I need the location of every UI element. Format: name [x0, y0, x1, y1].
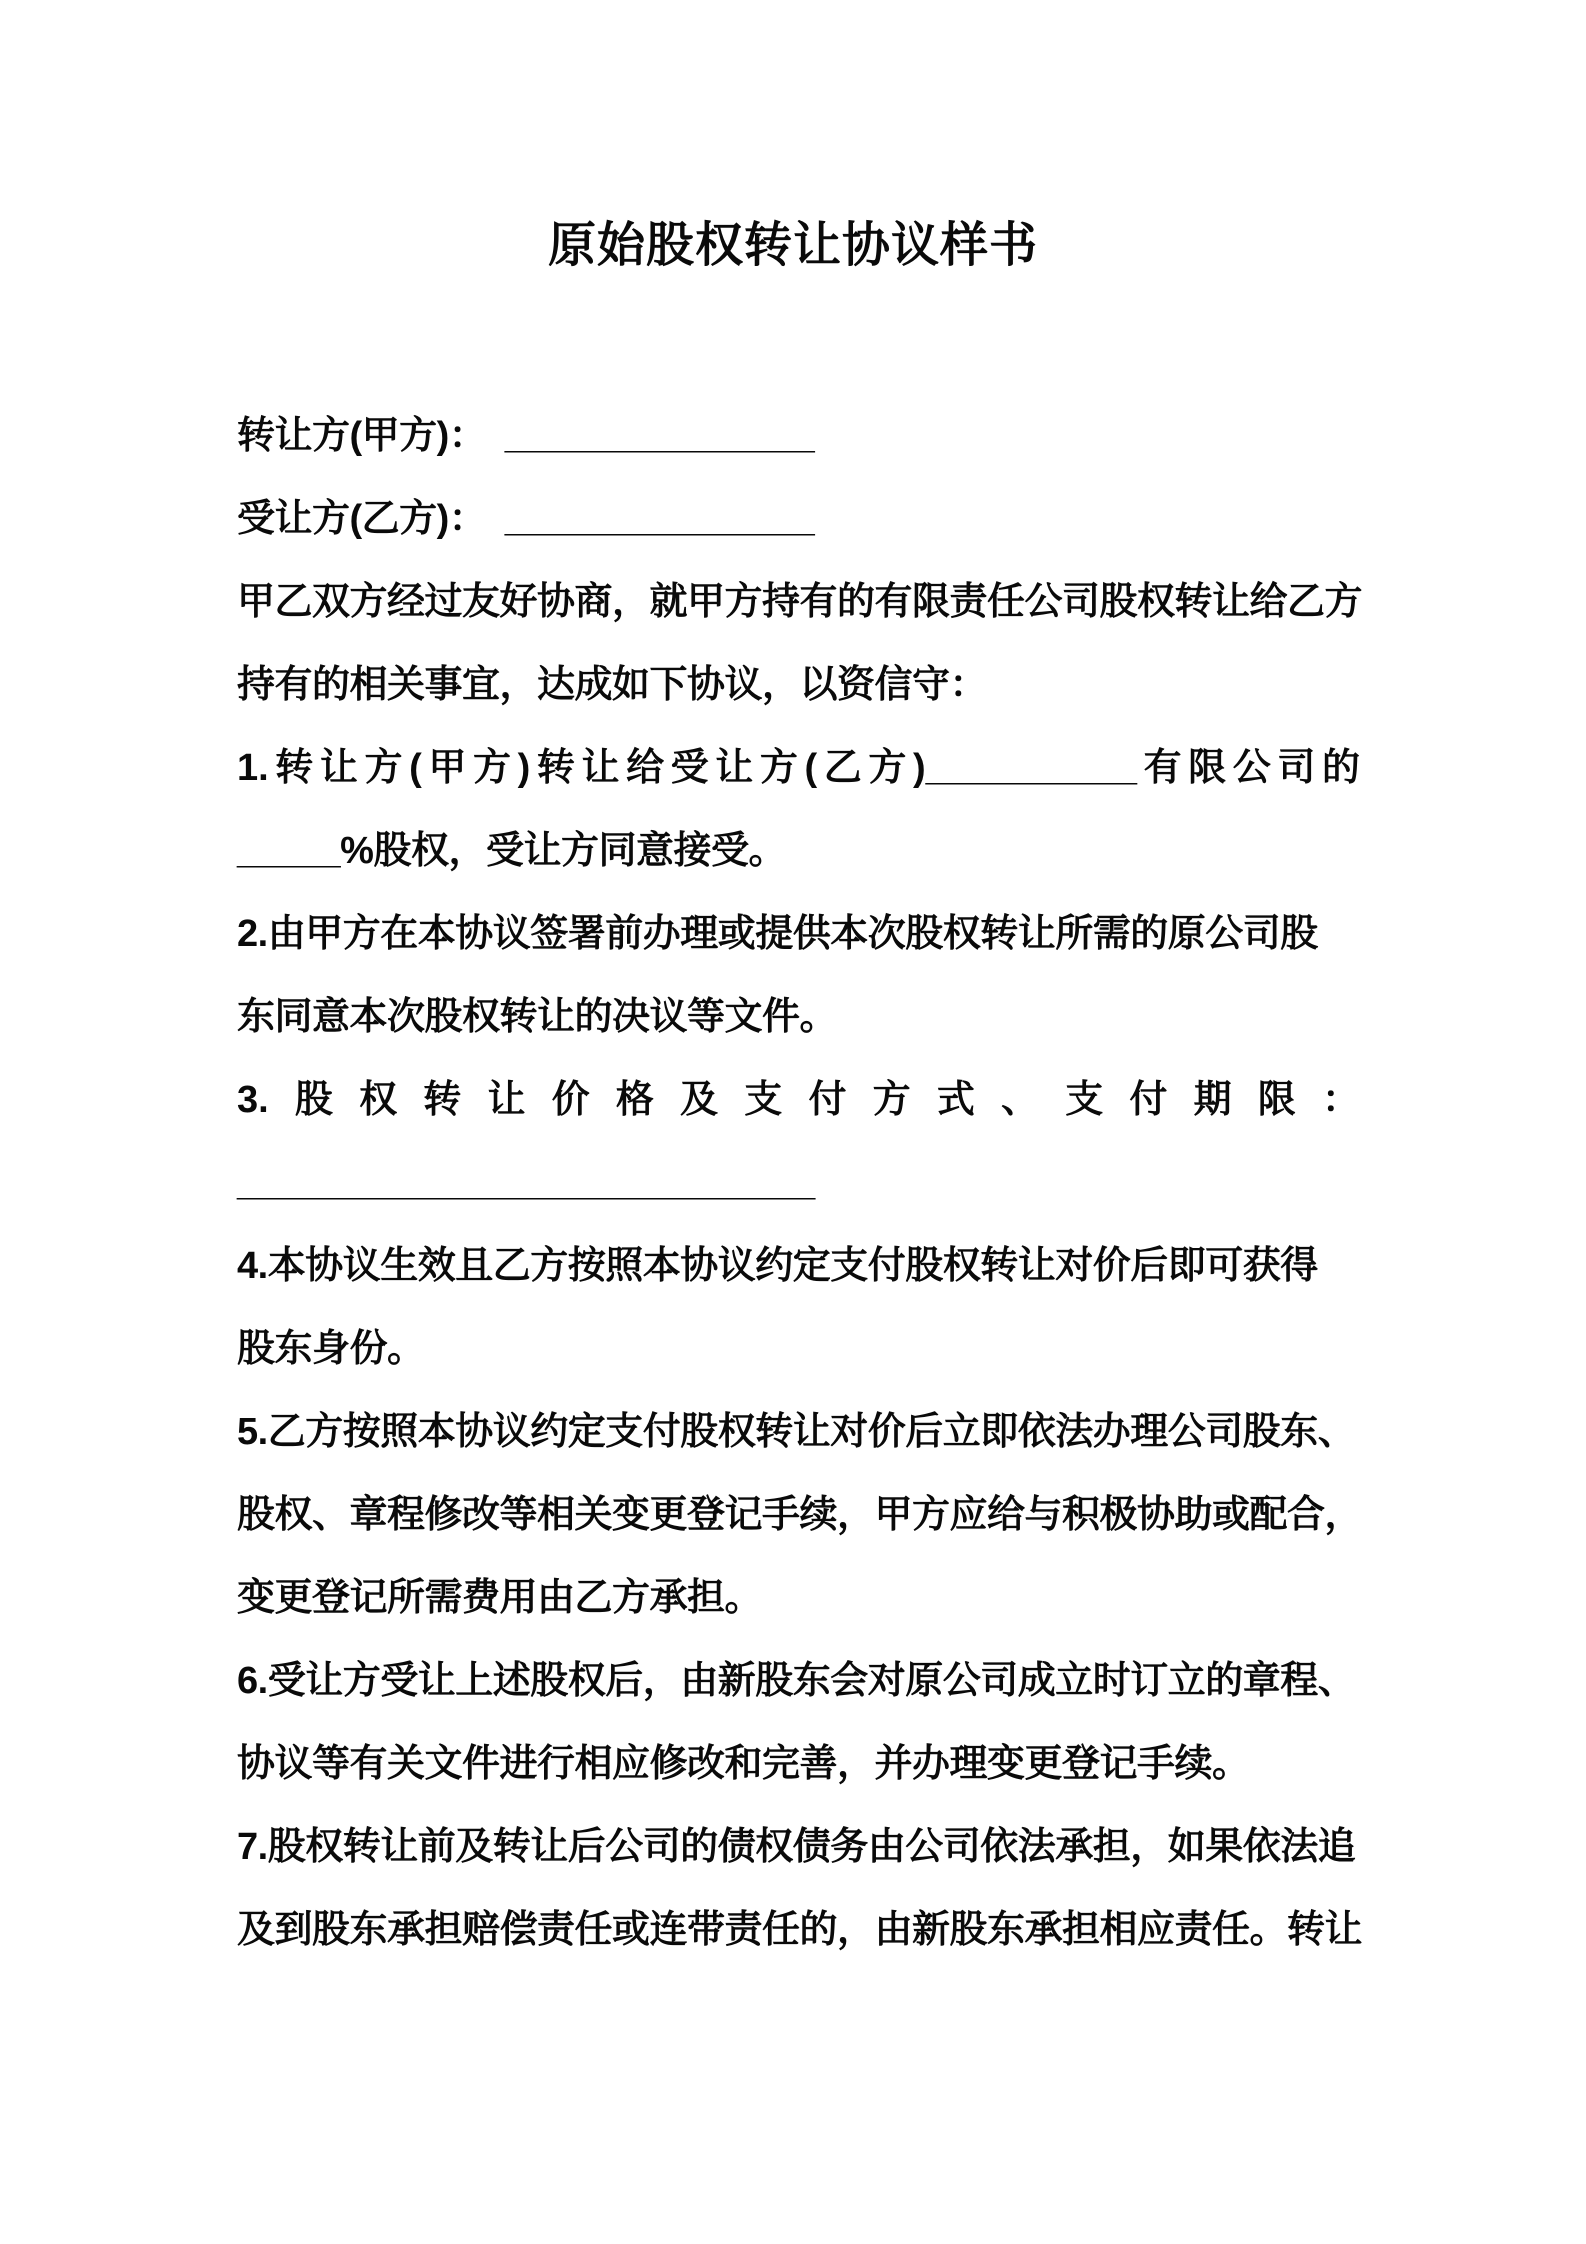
document-line-clause-4: 4.本协议生效且乙方按照本协议约定支付股权转让对价后即可获得	[237, 1245, 1318, 1287]
document-line: 甲乙双方经过友好协商，就甲方持有的有限责任公司股权转让给乙方	[237, 581, 1363, 623]
document-line-clause-3: 3.股权转让价格及支付方式、支付期限：	[237, 1079, 1360, 1121]
document-line: 股东身份。	[237, 1328, 425, 1370]
document-line-clause-2: 2.由甲方在本协议签署前办理或提供本次股权转让所需的原公司股	[237, 913, 1318, 955]
document-line-blank-fill: ____________________________	[237, 1162, 815, 1204]
document-line-clause-6: 6.受让方受让上述股权后，由新股东会对原公司成立时订立的章程、	[237, 1660, 1356, 1702]
document-line-clause-5: 5.乙方按照本协议约定支付股权转让对价后立即依法办理公司股东、	[237, 1411, 1356, 1453]
document-line-transferee: 受让方(乙方)： _______________	[237, 498, 815, 540]
document-body	[237, 395, 1363, 1972]
document-line-clause-1: 1.转让方(甲方)转让给受让方(乙方)__________有限公司的	[237, 747, 1360, 789]
document-line-clause-7: 7.股权转让前及转让后公司的债权债务由公司依法承担，如果依法追	[237, 1826, 1356, 1868]
document-line: 东同意本次股权转让的决议等文件。	[237, 996, 838, 1038]
document-title: 原始股权转让协议样书	[547, 219, 1038, 272]
document-line: 协议等有关文件进行相应修改和完善，并办理变更登记手续。	[237, 1743, 1250, 1785]
document-line-transferor: 转让方(甲方)： _______________	[237, 415, 815, 457]
document-line: _____%股权，受让方同意接受。	[237, 830, 786, 872]
document-line: 变更登记所需费用由乙方承担。	[237, 1577, 763, 1619]
document-line: 股权、章程修改等相关变更登记手续，甲方应给与积极协助或配合，	[237, 1494, 1363, 1536]
document-line: 及到股东承担赔偿责任或连带责任的，由新股东承担相应责任。转让	[237, 1909, 1363, 1951]
document-line: 持有的相关事宜，达成如下协议，以资信守：	[237, 664, 988, 706]
